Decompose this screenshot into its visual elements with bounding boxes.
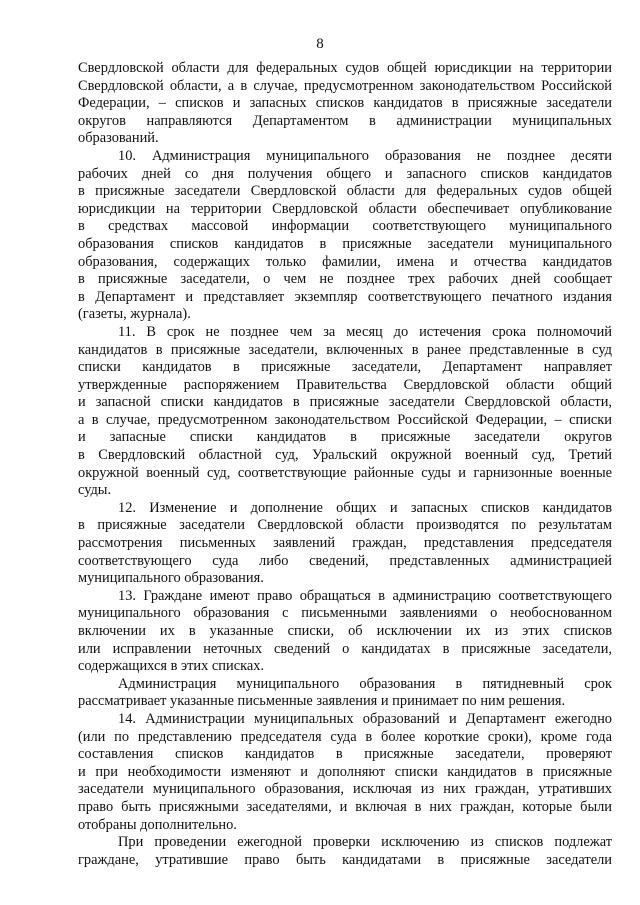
text-line: образований. xyxy=(78,130,159,147)
text-line: списки кандидатов в присяжные заседатели, Департамент направляет xyxy=(78,359,612,376)
text-line: юрисдикции на территории Свердловской области обеспечивает опубликование xyxy=(78,200,612,217)
text-line: окружной военный суд, соответствующие районные суды и гарнизонные военные xyxy=(78,464,612,481)
text-line: муниципального образования с письменными заявлениями о необоснованном xyxy=(78,605,612,622)
text-line: в Свердловский областной суд, Уральский окружной военный суд, Третий xyxy=(78,447,612,464)
text-line: Федерации, – списков и запасных списков кандидатов в присяжные заседатели xyxy=(78,95,612,112)
text-line: и при необходимости изменяют и дополняют списки кандидатов в присяжные xyxy=(78,763,612,780)
text-line: 14. Администрации муниципальных образований и Департамент ежегодно xyxy=(118,710,612,727)
text-line: 10. Администрация муниципального образования не позднее десяти xyxy=(118,147,612,164)
text-line: кандидатов в присяжные заседатели, включенных в ранее представленные в суд xyxy=(78,341,612,358)
text-line: право быть присяжными заседателями, и включая в них граждан, которые были xyxy=(78,798,612,815)
text-line: соответствующего суда либо сведений, представленных администрацией xyxy=(78,552,612,569)
text-line: утвержденные распоряжением Правительства Свердловской области общий xyxy=(78,376,612,393)
text-line: в присяжные заседатели Свердловской области производятся по результатам xyxy=(78,517,612,534)
text-line: муниципального образования. xyxy=(78,570,264,587)
text-line: Свердловской области для федеральных судов общей юрисдикции на территории xyxy=(78,60,612,76)
text-line: образования списков кандидатов в присяжные заседатели муниципального xyxy=(78,235,612,252)
text-line: 13. Граждане имеют право обращаться в администрацию соответствующего xyxy=(118,587,612,604)
text-line: (газеты, журнала). xyxy=(78,306,191,323)
text-line: 12. Изменение и дополнение общих и запасных списков кандидатов xyxy=(118,499,612,516)
page-number: 8 xyxy=(316,36,324,52)
text-line: суды. xyxy=(78,482,112,499)
text-line: содержащихся в этих списках. xyxy=(78,658,265,675)
text-line: 11. В срок не позднее чем за месяц до истечения срока полномочий xyxy=(118,323,612,340)
text-line: в средствах массовой информации соответствующего муниципального xyxy=(78,218,612,235)
text-line: заседатели муниципального образования, исключая из них граждан, утративших xyxy=(78,781,612,798)
text-line: отобраны дополнительно. xyxy=(78,816,237,833)
text-line: граждане, утратившие право быть кандидатами в присяжные заседатели xyxy=(78,851,612,868)
text-line: рассматривает указанные письменные заявления и принимает по ним решения. xyxy=(78,693,566,710)
text-line: и запасные списки кандидатов в присяжные заседатели округов xyxy=(78,429,612,446)
text-line: а в случае, предусмотренном законодательством Российской Федерации, – списки xyxy=(78,411,612,428)
text-line: включении их в указанные списки, об исключении их из этих списков xyxy=(78,623,612,639)
text-line: округов направляются Департаментом в администрации муниципальных xyxy=(78,112,612,129)
text-line: При проведении ежегодной проверки исключению из списков подлежат xyxy=(118,834,612,851)
text-line: в присяжные заседатели Свердловской области для федеральных судов общей xyxy=(78,183,612,200)
text-line: в Департамент и представляет экземпляр соответствующего печатного издания xyxy=(78,288,612,305)
text-line: в присяжные заседатели, о чем не позднее трех рабочих дней сообщает xyxy=(78,271,612,288)
text-line: составления списков кандидатов в присяжные заседатели, проверяют xyxy=(78,746,612,763)
text-line: рабочих дней со дня получения общего и запасного списков кандидатов xyxy=(78,165,612,182)
text-line: рассмотрения письменных заявлений граждан, представления председателя xyxy=(78,535,612,552)
text-line: образования, содержащих только фамилии, имена и отчества кандидатов xyxy=(78,253,612,270)
text-line: или исправлении неточных сведений о кандидатах в присяжные заседатели, xyxy=(78,640,612,657)
document-body xyxy=(78,60,612,869)
text-line: Свердловской области, а в случае, предусмотренном законодательством Российской xyxy=(78,77,612,94)
text-line: и запасной списки кандидатов в присяжные заседатели Свердловской области, xyxy=(78,394,612,411)
text-line: Администрация муниципального образования в пятидневный срок xyxy=(118,675,612,692)
text-line: (или по представлению председателя суда в более короткие сроки), кроме года xyxy=(78,728,612,745)
